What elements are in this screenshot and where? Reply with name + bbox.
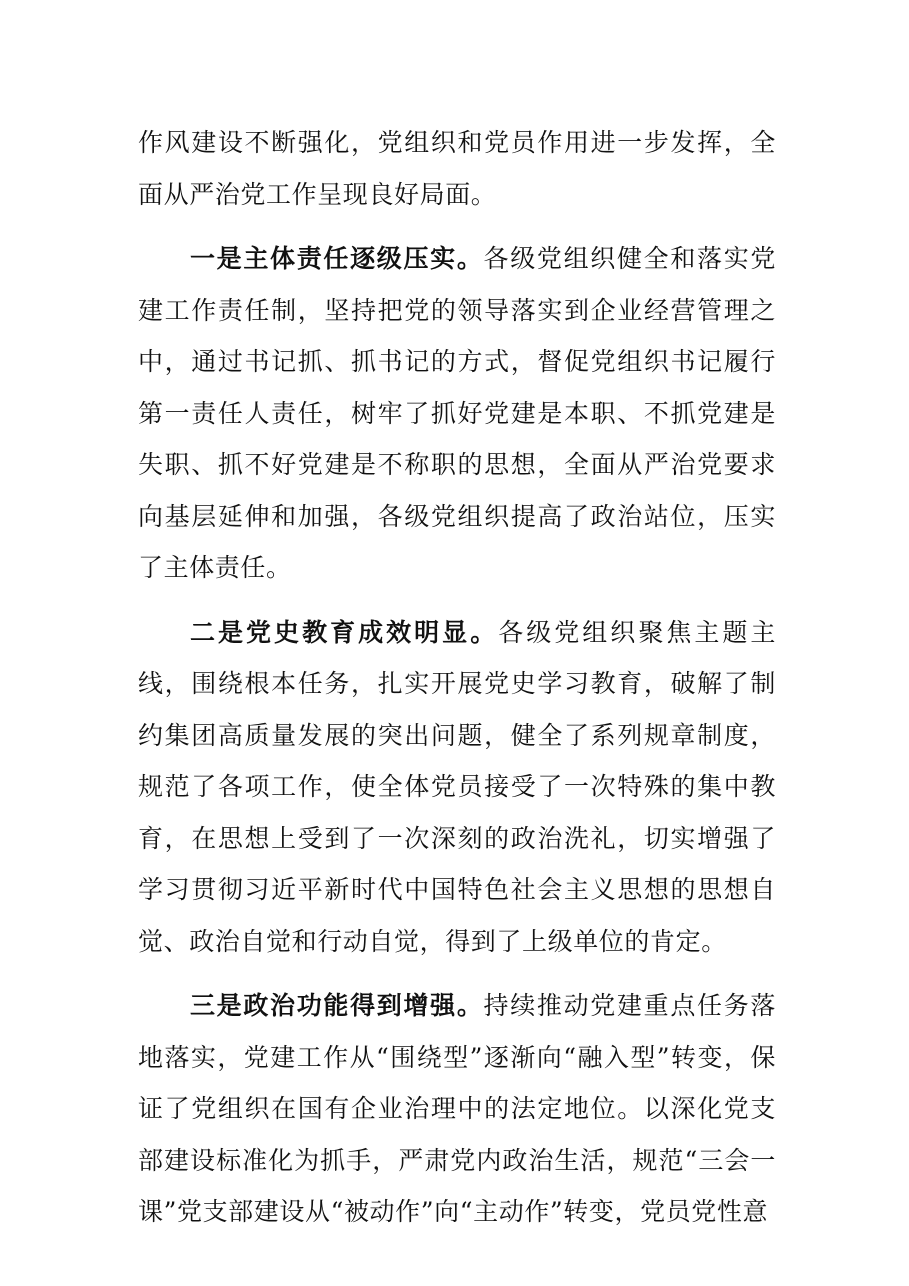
paragraph-lead: 二是党史教育成效明显。 bbox=[190, 617, 499, 647]
document-body bbox=[138, 117, 776, 1238]
paragraph-text: 作风建设不断强化，党组织和党员作用进一步发挥，全面从严治党工作呈现良好局面。 bbox=[138, 128, 776, 209]
paragraph-continuation bbox=[138, 117, 776, 220]
paragraph-text: 持续推动党建重点任务落地落实，党建工作从“围绕型”逐渐向“融入型”转变，保证了党组织在国有企业治理中的法定地位。以深化党支部建设标准化为抓手，严肃党内政治生活，规范“三会一课”党支部建设从“被动作”向“主动作”转变，党员党性意 bbox=[138, 991, 776, 1226]
paragraph-text: 各级党组织健全和落实党建工作责任制，坚持把党的领导落实到企业经营管理之中，通过书记抓、抓书记的方式，督促党组织书记履行第一责任人责任，树牢了抓好党建是本职、不抓党建是失职、抓不好党建是不称职的思想，全面从严治党要求向基层延伸和加强，各级党组织提高了政治站位，压实了主体责任。 bbox=[138, 244, 776, 582]
paragraph-two bbox=[138, 607, 776, 968]
paragraph-lead: 一是主体责任逐级压实。 bbox=[190, 244, 484, 273]
paragraph-three bbox=[138, 980, 776, 1238]
paragraph-text: 各级党组织聚焦主题主线，围绕根本任务，扎实开展党史学习教育，破解了制约集团高质量发展的突出问题，健全了系列规章制度，规范了各项工作，使全体党员接受了一次特殊的集中教育，在思想上受到了一次深刻的政治洗礼，切实增强了学习贯彻习近平新时代中国特色社会主义思想的思想自觉、政治自觉和行动自觉，得到了上级单位的肯定。 bbox=[138, 617, 776, 956]
paragraph-lead: 三是政治功能得到增强。 bbox=[190, 991, 484, 1020]
paragraph-one bbox=[138, 233, 776, 594]
